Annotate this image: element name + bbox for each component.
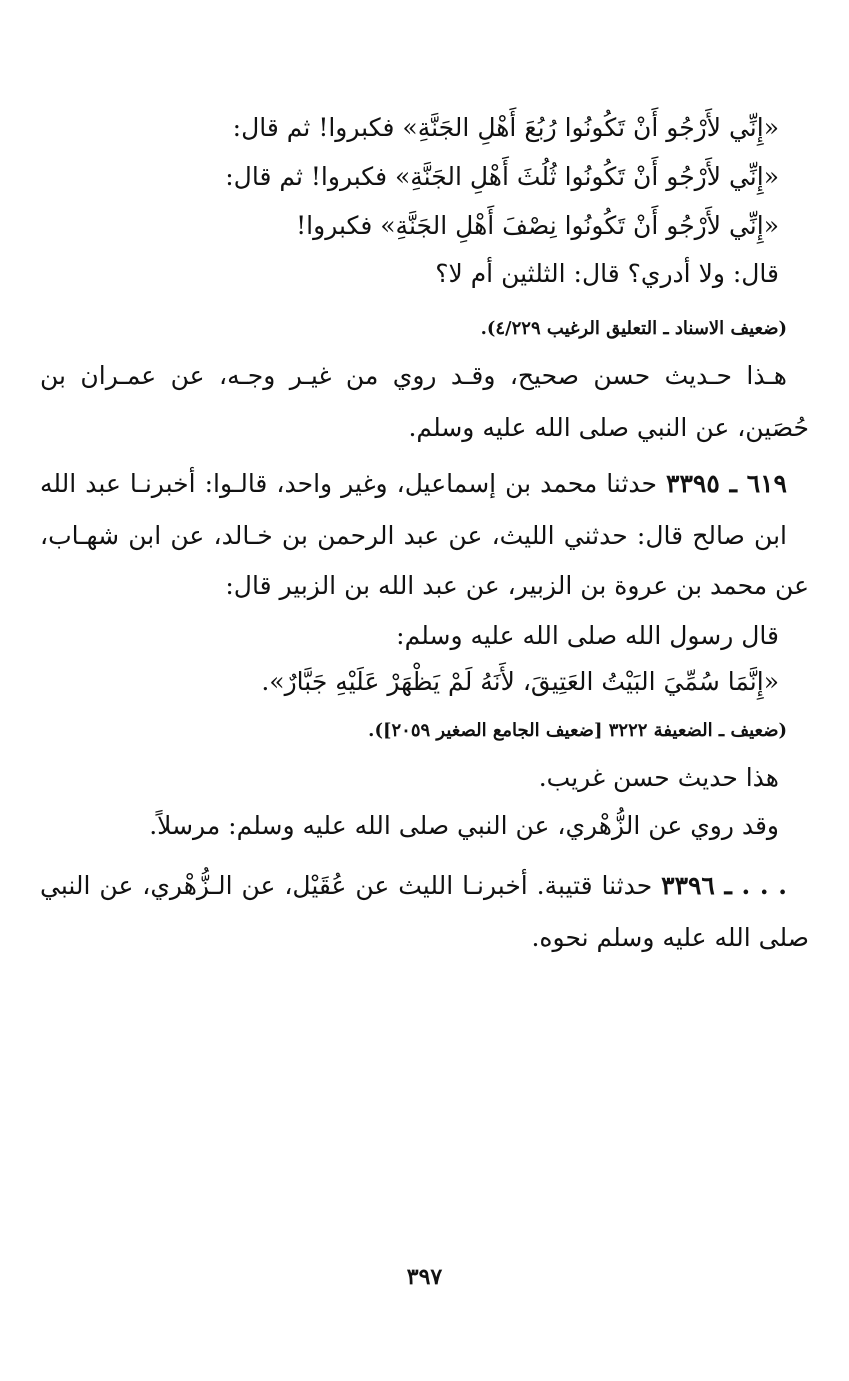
text-line-4: قال: ولا أدري؟ قال: الثلثين أم لا؟ [435, 259, 779, 288]
text-line-3: «إِنِّي لأَرْجُو أَنْ تَكُونُوا نِصْفَ أَهْلِ الجَنَّةِ» فكبروا! [296, 211, 779, 240]
page-number: ٣٩٧ [406, 1264, 443, 1290]
grading-note-2: (ضعيف ـ الضعيفة ٣٢٢٢ [ضعيف الجامع الصغير ٢٠٥٩]). [368, 720, 787, 741]
text-line-17: صلى الله عليه وسلم نحوه. [531, 923, 809, 952]
text-line-9: ابن صالح قال: حدثني الليث، عن عبد الرحمن بن خـالد، عن ابن شهـاب، [40, 521, 787, 550]
text-line-14: هذا حديث حسن غريب. [538, 763, 779, 792]
grading-note-1: (ضعيف الاسناد ـ التعليق الرغيب ٤/٢٢٩). [480, 318, 787, 339]
text-line-6: هـذا حـديث حسن صحيح، وقـد روي من غيـر وجـه، عن عمـران بن [40, 361, 787, 390]
hadith-619-text: حدثنا محمد بن إسماعيل، وغير واحد، قالـوا: أخبرنـا عبد الله [40, 469, 657, 498]
text-line-10: عن محمد بن عروة بن الزبير، عن عبد الله بن الزبير قال: [225, 571, 809, 600]
text-line-12: «إِنَّمَا سُمِّيَ البَيْتُ العَتِيقَ، لأَنَهُ لَمْ يَظْهَرْ عَلَيْهِ جَبَّارٌ». [261, 667, 779, 696]
hadith-number-3396: . . . ـ ٣٣٩٦ [661, 871, 787, 900]
text-line-2: «إِنِّي لأَرْجُو أَنْ تَكُونُوا ثُلُثَ أَهْلِ الجَنَّةِ» فكبروا! ثم قال: [225, 162, 779, 191]
text-line-7: حُصَين، عن النبي صلى الله عليه وسلم. [408, 413, 809, 442]
hadith-3396-line-1 [40, 866, 787, 906]
text-line-15: وقد روي عن الزُّهْري، عن النبي صلى الله عليه وسلم: مرسلاً. [149, 811, 779, 840]
text-line-11: قال رسول الله صلى الله عليه وسلم: [396, 621, 779, 650]
hadith-3396-text: حدثنا قتيبة. أخبرنـا الليث عن عُقَيْل، عن الـزُّهْري، عن النبي [40, 871, 653, 900]
text-line-1: «إِنِّي لأَرْجُو أَنْ تَكُونُوا رُبُعَ أَهْلِ الجَنَّةِ» فكبروا! ثم قال: [232, 113, 779, 142]
hadith-619-line-1 [40, 464, 787, 504]
hadith-number-619: ٦١٩ ـ ٣٣٩٥ [666, 469, 787, 498]
